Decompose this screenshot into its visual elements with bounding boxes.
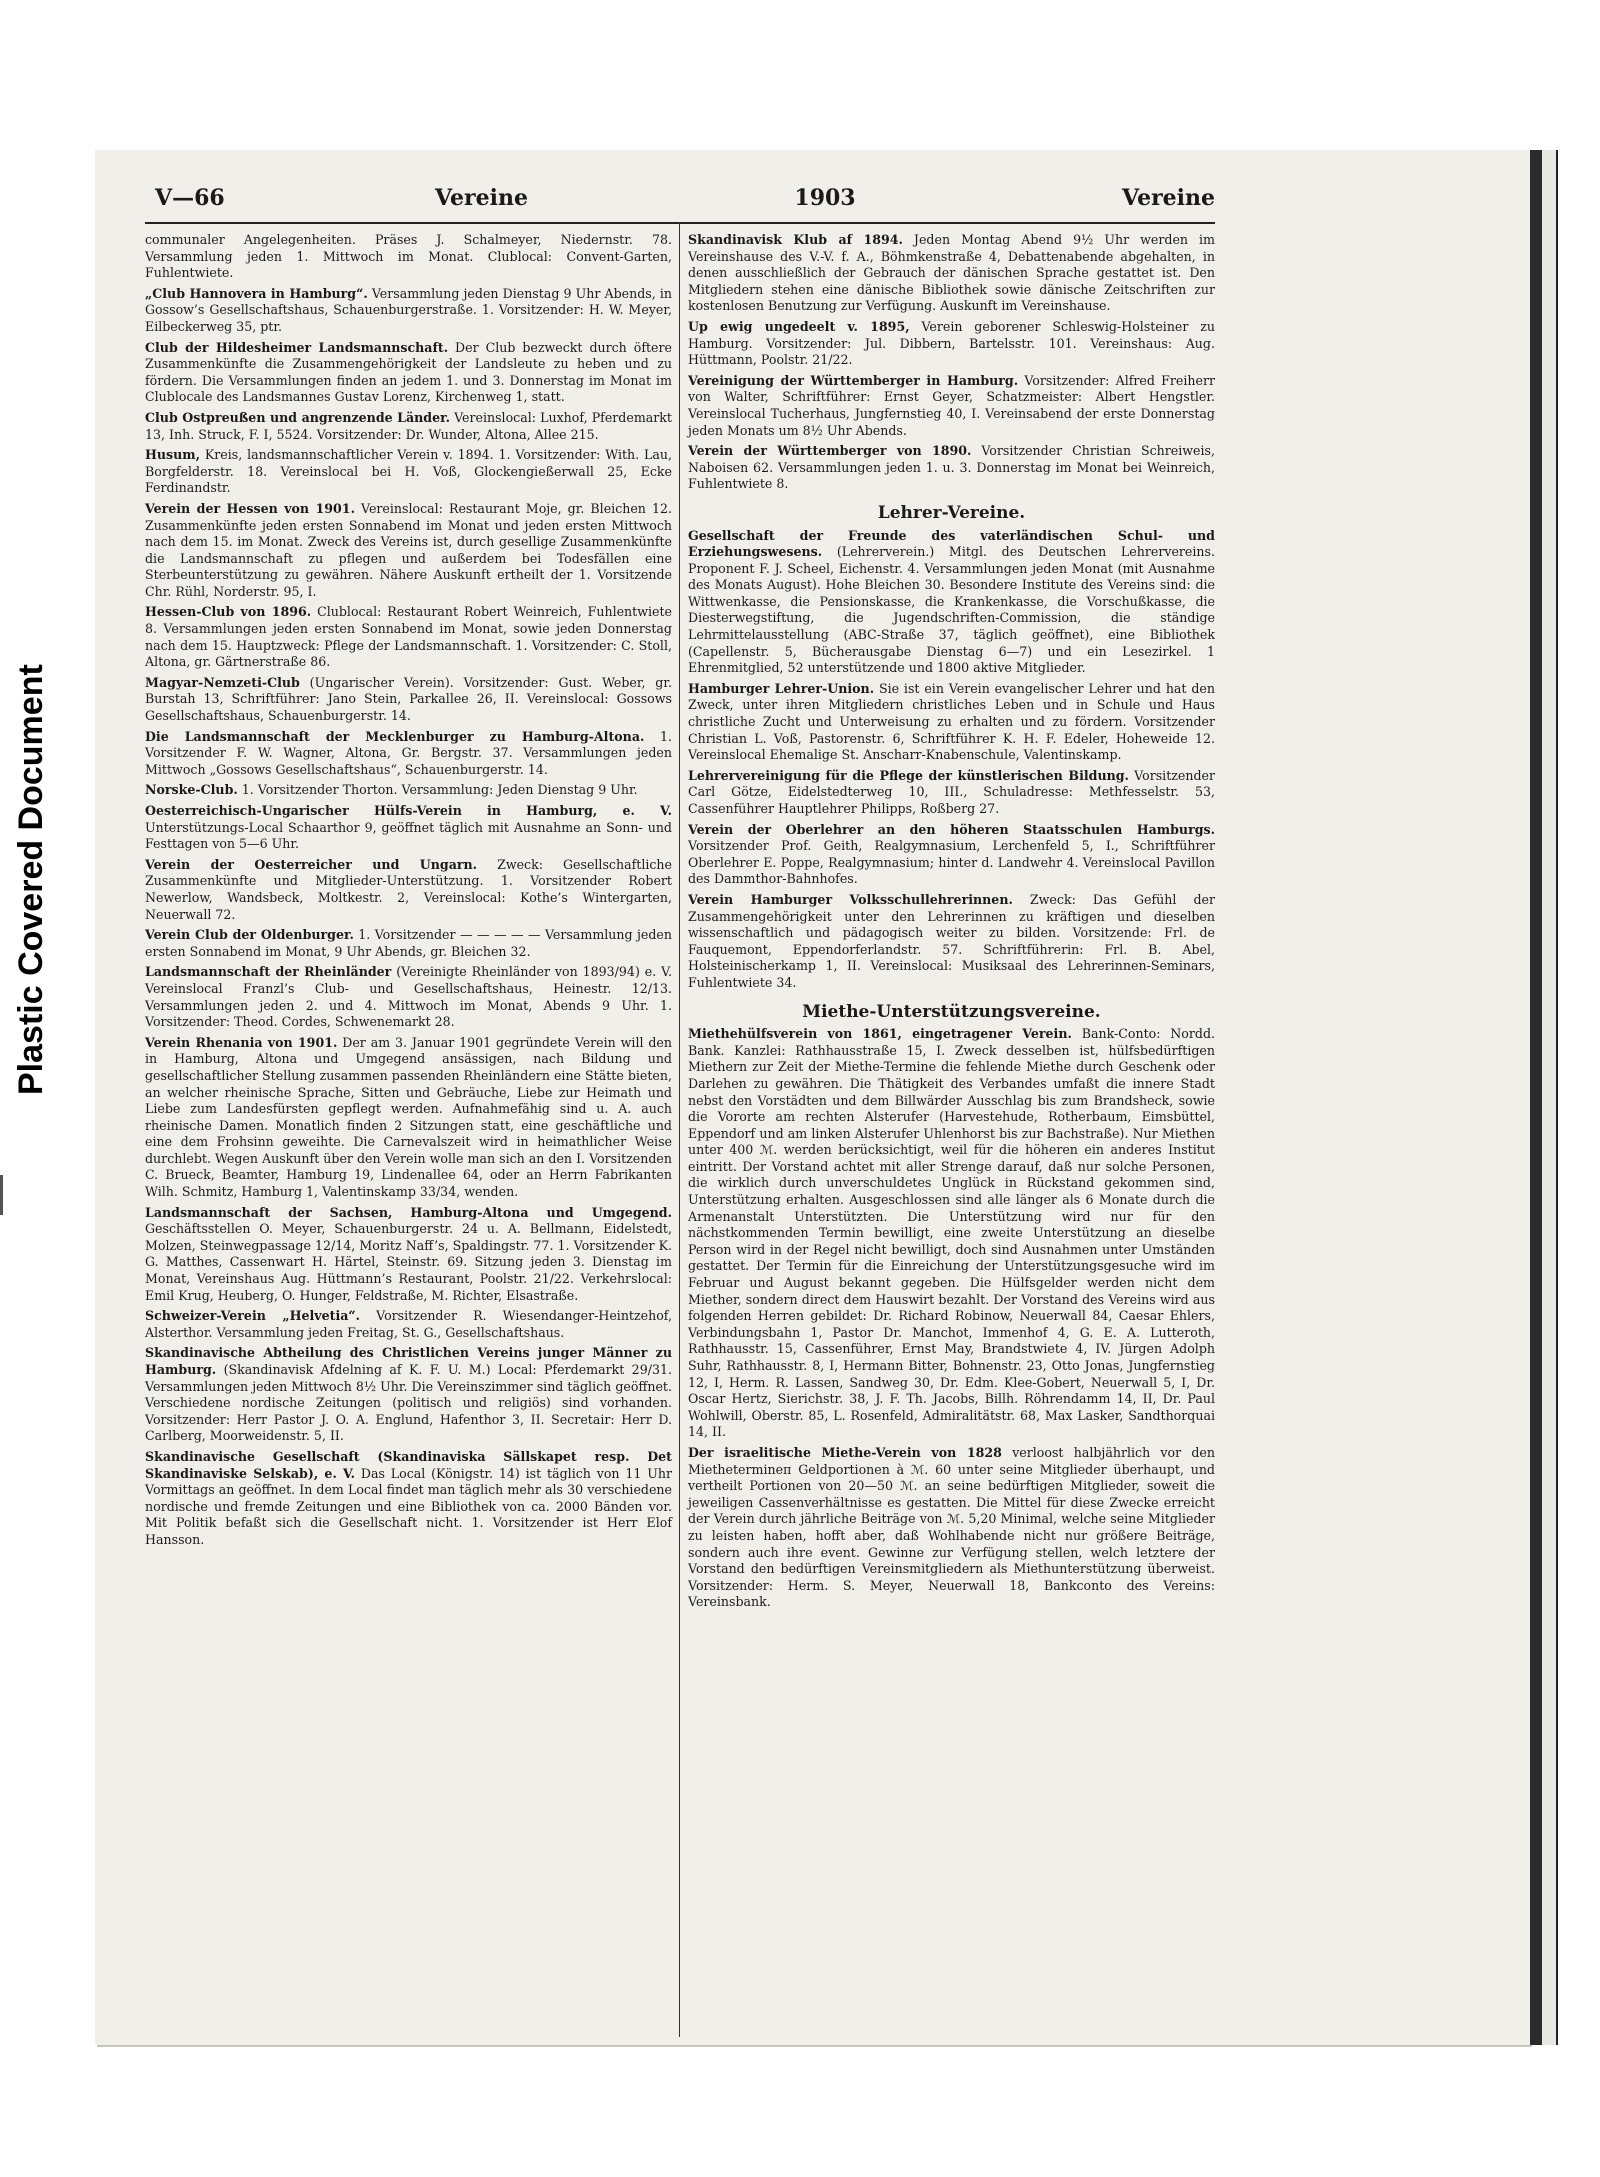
- left-column: [145, 232, 672, 1553]
- association-description: 1. Vorsitzender Thorton. Versammlung: Jeden Dienstag 9 Uhr.: [241, 782, 638, 798]
- association-name: Gesellschaft der Freunde des vaterländischen Schul- und Erziehungswesens.: [688, 527, 1215, 560]
- association-name: Skandinavische Abtheilung des Christlichen Vereins junger Männer zu Hamburg.: [145, 1345, 672, 1377]
- association-description: (Ungarischer Verein). Vorsitzender: Gust. Weber, gr. Burstah 13, Schriftführer: Jano Stein, Parkallee 26, II. Vereinslocal: Gossows Gesellschaftshaus, Schauenburgerstr. 14.: [145, 674, 672, 724]
- association-entry: [145, 340, 672, 406]
- association-entry: [145, 232, 672, 282]
- association-name: Vereinigung der Württemberger in Hamburg.: [688, 372, 1019, 388]
- association-entry: [145, 1308, 672, 1341]
- association-name: Landsmannschaft der Sachsen, Hamburg-Altona und Umgegend.: [145, 1204, 672, 1220]
- section-heading: Lehrer-Vereine.: [877, 502, 1026, 523]
- association-description: Vorsitzender Prof. Geith, Realgymnasium, Lerchenfeld 5, I., Schriftführer Oberlehrer E. Poppe, Realgymnasium; hinter d. Landwehr 4. Vereinslocal Pavillon des Dammthor-Bahnhofes.: [688, 838, 1215, 887]
- association-name: Up ewig ungedeelt v. 1895,: [688, 318, 910, 334]
- association-name: Hessen-Club von 1896.: [145, 604, 312, 620]
- association-name: Landsmannschaft der Rheinländer: [145, 964, 392, 980]
- association-description: 1. Vorsitzender — — — — — Versammlung jeden ersten Sonnabend im Monat, 9 Uhr Abends, gr. Bleichen 32.: [145, 927, 672, 959]
- association-name: Husum,: [145, 447, 201, 463]
- association-description: Vorsitzender R. Wiesendanger-Heintzehof, Alsterthor. Versammlung jeden Freitag, St. G., Gesellschaftshaus.: [145, 1308, 672, 1340]
- association-description: Der am 3. Januar 1901 gegründete Verein will den in Hamburg, Altona und Umgegend ansässigen, nach Bildung und gesellschaftlicher Stellung zusammen passenden Rheinländern eine Stätte bieten, an welcher rheinische Sprache, Sitten und Gebräuche, Liebe zur Heimath und Liebe zum Landesfürsten gepflegt werden. Aufnahmefähig sind u. A. auch rheinische Damen. Monatlich finden 2 Sitzungen statt, eine geschäftliche und eine dem Frohsinn geweihte. Die Carnevalszeit wird in heimathlicher Weise durchlebt. Wegen Auskunft über den Verein wolle man sich an den I. Vorsitzenden C. Brueck, Beamter, Hamburg 19, Lindenallee 64, oder an Herrn Fabrikanten Wilh. Schmitz, Hamburg 1, Valentinskamp 33/34, wenden.: [145, 1034, 672, 1200]
- association-name: Club der Hildesheimer Landsmannschaft.: [145, 339, 449, 355]
- section-heading: Miethe-Unterstützungsvereine.: [802, 1001, 1101, 1022]
- column-divider: [679, 222, 680, 2037]
- association-description: (Skandinavisk Afdelning af K. F. U. M.) Local: Pferdemarkt 29/31. Versammlungen jeden Mittwoch 8½ Uhr. Die Vereinszimmer sind täglich geöffnet. Verschiedene nordische Zeitungen (politisch und religiös) sind vorhanden. Vorsitzender: Herr Pastor J. O. A. Englund, Hafenthor 3, II. Secretair: Herr D. Carlberg, Moorweidenstr. 5, II.: [145, 1362, 672, 1444]
- association-description: verloost halbjährlich vor den Miethetermineп Geldportionen à ℳ. 60 unter seine Mitglieder überhaupt, und vertheilt Portionen von 20—50 ℳ. an seine bedürftigen Mitglieder, soweit die jeweiligen Cassenverhältnisse es gestatten. Die Mittel für diese Zwecke erreicht der Verein durch jährliche Beiträge von ℳ. 5,20 Minimal, welche seine Mitglieder zu leisten haben, hofft aber, daß Wohlhabende nicht nur größere Beiträge, sondern auch ihre event. Gewinne zur Verfügung stellen, welch letztere der Vorstand den bedürftigen Vereinsmitgliedern als Miethunterstützung überweist. Vorsitzender: Herm. S. Meyer, Neuerwall 18, Bankconto des Vereins: Vereinsbank.: [688, 1444, 1215, 1610]
- association-entry: [688, 1026, 1215, 1441]
- association-description: Versammlung jeden Dienstag 9 Uhr Abends, in Gossow’s Gesellschaftshaus, Schauenburgerstraße. 1. Vorsitzender: H. W. Meyer, Eilbeckerweg 35, ptr.: [145, 285, 672, 334]
- association-name: Norske-Club.: [145, 782, 238, 798]
- association-name: Lehrervereinigung für die Pflege der künstlerischen Bildung.: [688, 767, 1129, 783]
- association-description: Das Local (Königstr. 14) ist täglich von 11 Uhr Vormittags an geöffnet. In dem Local findet man täglich mehr als 30 verschiedene nordische und fremde Zeitungen und eine Bibliothek von ca. 2000 Bänden vor. Mit Politik befaßt sich die Gesellschaft nicht. 1. Vorsitzender ist Herr Elof Hansson.: [145, 1465, 672, 1547]
- association-entry: [145, 1035, 672, 1201]
- association-description: communaler Angelegenheiten. Präses J. Schalmeyer, Niedernstr. 78. Versammlung jeden 1. Mittwoch im Monat. Clublocal: Convent-Garten, Fuhlentwiete.: [145, 232, 672, 281]
- association-entry: [145, 501, 672, 601]
- association-name: Skandinavisk Klub af 1894.: [688, 232, 903, 247]
- association-name: Die Landsmannschaft der Mecklenburger zu Hamburg-Altona.: [145, 728, 645, 744]
- association-description: Vereinslocal: Luxhof, Pferdemarkt 13, Inh. Struck, F. I, 5524. Vorsitzender: Dr. Wunder, Altona, Allee 215.: [145, 409, 672, 442]
- association-entry: [688, 443, 1215, 493]
- association-entry: [688, 892, 1215, 992]
- association-description: Verein geborener Schleswig-Holsteiner zu Hamburg. Vorsitzender: Jul. Dibbern, Bartelsstr. 101. Vereinshaus: Aug. Hüttmann, Poolstr. 21/22.: [688, 318, 1216, 368]
- association-entry: [145, 604, 672, 670]
- association-description: Vorsitzender Christian Schreiweis, Naboisen 62. Versammlungen jeden 1. u. 3. Donnerstag im Monat bei Weinreich, Fuhlentwiete 8.: [688, 443, 1215, 492]
- association-description: Kreis, landsmannschaftlicher Verein v. 1894. 1. Vorsitzender: With. Lau, Borgfelderstr. 18. Vereinslocal bei H. Voß, Glockengießerwall 25, Ecke Ferdinandstr.: [145, 447, 672, 496]
- next-page-edge: [1542, 150, 1558, 2045]
- association-entry: [688, 232, 1215, 315]
- association-description: Vorsitzender: Alfred Freiherr von Walter, Schriftführer: Ernst Geyer, Schatzmeister: Albert Hengstler. Vereinslocal Tucherhaus, Jungfernstieg 40, I. Vereinsabend der erste Donnerstag jeden Monats um 8½ Uhr Abends.: [688, 372, 1215, 438]
- association-name: Verein der Oberlehrer an den höheren Staatsschulen Hamburgs.: [688, 821, 1215, 837]
- association-entry: [145, 447, 672, 497]
- association-name: Club Ostpreußen und angrenzende Länder.: [145, 409, 450, 425]
- association-description: Clublocal: Restaurant Robert Weinreich, Fuhlentwiete 8. Versammlungen jeden ersten Sonnabend im Monat, sowie jeden Donnerstag nach dem 15. Hauptzweck: Pflege der Landsmannschaft. 1. Vorsitzender: C. Stoll, Altona, gr. Gärtnerstraße 86.: [145, 604, 672, 670]
- association-description: Jeden Montag Abend 9½ Uhr werden im Vereinshause des V.-V. f. A., Böhmkenstraße 4, Debattenabende abgehalten, in denen ausschließlich der Gebrauch der dänischen Sprache gestattet ist. Den Mitgliedern stehen eine dänische Bibliothek sowie dänische Zeitschriften zur kostenlosen Benutzung zur Verfügung. Auskunft im Vereinshause.: [688, 232, 1215, 314]
- association-name: Verein der Württemberger von 1890.: [688, 443, 972, 459]
- association-description: Zweck: Gesellschaftliche Zusammenkünfte und Mitglieder-Unterstützung. 1. Vorsitzender Robert Newerlow, Wandsbeck, Moltkestr. 2, Vereinslocal: Kothe’s Wintergarten, Neuerwall 72.: [145, 856, 672, 922]
- association-entry: [688, 319, 1215, 369]
- association-entry: [688, 373, 1215, 439]
- association-description: (Vereinigte Rheinländer von 1893/94) e. V. Vereinslocal Franzl’s Club- und Gesellschaftshaus, Heinestr. 12/13. Versammlungen jeden 2. und 4. Mittwoch im Monat, Abends 9 Uhr. 1. Vorsitzender: Theod. Cordes, Schwenemarkt 28.: [145, 964, 672, 1030]
- association-description: Zweck: Das Gefühl der Zusammengehörigkeit unter den Lehrerinnen zu kräftigen und dieselben wissenschaftlich und pädagogisch weiter zu bilden. Vorsitzende: Frl. de Fauquemont, Eppendorferlandstr. 57. Schriftführerin: Frl. B. Abel, Holsteinischerkamp 1, II. Vereinslocal: Musiksaal des Lehrerinnen-Seminars, Fuhlentwiete 34.: [688, 891, 1215, 990]
- header-left-title: Vereine: [435, 185, 528, 211]
- header-right-title: Vereine: [1122, 185, 1215, 211]
- association-entry: [688, 768, 1215, 818]
- association-entry: [145, 1449, 672, 1549]
- association-name: Skandinavische Gesellschaft (Skandinaviska Sällskapet resp. Det Skandinaviske Selskab), e. V.: [145, 1448, 672, 1481]
- association-entry: [688, 822, 1215, 888]
- association-description: Vereinslocal: Restaurant Moje, gr. Bleichen 12. Zusammenkünfte jeden ersten Sonnabend im Monat und jeden ersten Mittwoch nach dem 15. im Monat. Zweck des Vereins ist, durch gesellige Zusammenkünfte die Landsmannschaft zu pflegen und außerdem bei Todesfällen eine Sterbeunterstützung zu gewähren. Nähere Auskunft ertheilt der 1. Vorsitzende Chr. Rühl, Norderstr. 95, I.: [145, 500, 672, 599]
- association-name: Hamburger Lehrer-Union.: [688, 680, 875, 696]
- association-entry: [145, 803, 672, 853]
- association-description: Bank-Conto: Nordd. Bank. Kanzlei: Rathhausstraße 15, I. Zweck desselben ist, hülfsbedürftigen Miethern zur Zeit der Miethe-Termine die fehlende Miethe durch Geschenk oder Darlehen zu gewähren. Die Thätigkeit des Verbandes umfaßt die innere Stadt nebst den Vorstädten und dem Billwärder Ausschlag bis zum Brandsheck, sowie die Vororte am rechten Alsterufer (Harvestehude, Rotherbaum, Eimsbüttel, Eppendorf und am linken Alsterufer Uhlenhorst bis zur Bachstraße). Nur Miethen unter 400 ℳ. werden berücksichtigt, weil für die höheren ein anderes Institut eintritt. Der Vorstand achtet mit aller Strenge darauf, daß nur solche Personen, die wirklich durch unverschuldetes Unglück in Rückstand gekommen sind, Unterstützung erhalten. Ausgeschlossen sind alle länger als 6 Monate durch die Armenanstalt Unterstützten. Die Unterstützung wird nur für den nächstkommenden Termin bewilligt, eine zweite Unterstützung an dieselbe Person wird in der Regel nicht bewilligt, doch sind Ausnahmen unter Umständen gestattet. Der Termin für die Einreichung der Unterstützungsgesuche wird im Februar und August bekannt gegeben. Die Hülfsgelder werden nicht dem Miether, sondern direct dem Hauswirt bezahlt. Der Vorstand des Vereins wird aus folgenden Herren gebildet: Dr. Richard Robinow, Neuerwall 84, Caesar Ehlers, Verbindungsbahn 1, Pastor Dr. Manchot, Immenhof 4, G. E. A. Lutteroth, Rathhausstr. 15, Cassenführer, Ernst May, Brandstwiete 4, IV. Jürgen Adolph Suhr, Rathhausstr. 8, I, Hermann Bitter, Bohnenstr. 23, Otto Jonas, Jungfernstieg 12, I, Herm. R. Lassen, Sandweg 30, Dr. Edm. Klee-Gobert, Neuerwall 5, I, Dr. Oscar Hertz, Sierichstr. 38, J. F. Th. Jacobs, Billh. Röhrendamm 14, II, Dr. Paul Wohlwill, Oberstr. 85, L. Rosenfeld, Admiralitätstr. 68, Max Lasker, Sandthorquai 14, II.: [688, 1026, 1216, 1440]
- association-entry: [145, 857, 672, 923]
- association-entry: [145, 410, 672, 443]
- association-entry: [688, 528, 1215, 677]
- association-name: Verein der Hessen von 1901.: [145, 500, 355, 516]
- association-entry: [688, 1445, 1215, 1611]
- plastic-covered-label-text: Plastic Covered Document: [12, 664, 50, 1095]
- association-entry: [145, 675, 672, 725]
- association-entry: [145, 1205, 672, 1305]
- header-rule: [145, 222, 1215, 224]
- right-column: [688, 232, 1215, 1615]
- association-description: Geschäftsstellen O. Meyer, Schauenburgerstr. 24 u. A. Bellmann, Eidelstedt, Molzen, Steinwegpassage 12/14, Moritz Naff’s, Spaldingstr. 77. 1. Vorsitzender K. G. Matthes, Cassenwart H. Härtel, Steinstr. 69. Sitzung jeden 3. Dienstag im Monat, Vereinshaus Aug. Hüttmann’s Restaurant, Poolstr. 21/22. Verkehrslocal: Emil Krug, Heuberg, O. Hunger, Feldstraße, M. Richter, Elsastraße.: [145, 1221, 672, 1303]
- association-description: (Lehrerverein.) Mitgl. des Deutschen Lehrervereins. Proponent F. J. Scheel, Eichenstr. 4. Versammlungen jeden Monat (mit Ausnahme des Monats August). Hohe Bleichen 30. Besondere Institute des Vereins sind: die Wittwenkasse, die Pensionskasse, die Krankenkasse, die Vorschußkasse, die Diesterwegstiftung, die Jugendschriften-Commission, die ständige Lehrmittelausstellung (ABC-Straße 37, täglich geöffnet), eine Bibliothek (Capellenstr. 5, Bücherausgabe Dienstag 6—7) und ein Lesezirkel. 1 Ehrenmitglied, 52 unterstützende und 1800 aktive Mitglieder.: [688, 544, 1215, 676]
- association-description: Unterstützungs-Local Schaarthor 9, geöffnet täglich mit Ausnahme an Sonn- und Festtagen von 5—6 Uhr.: [145, 819, 672, 852]
- page-header: [145, 185, 1215, 221]
- association-description: Vorsitzender Carl Götze, Eidelstedterweg 10, III., Schuladresse: Methfesselstr. 53, Cassenführer Hauptlehrer Philipps, Roßberg 27.: [688, 767, 1215, 816]
- page-edge-shadow: [1530, 150, 1542, 2045]
- association-name: Verein der Oesterreicher und Ungarn.: [145, 856, 478, 872]
- association-name: Der israelitische Miethe-Verein von 1828: [688, 1444, 1002, 1460]
- page-number: V—66: [155, 185, 225, 211]
- association-name: „Club Hannovera in Hamburg“.: [145, 285, 368, 301]
- association-description: 1. Vorsitzender F. W. Wagner, Altona, Gr. Bergstr. 37. Versammlungen jeden Mittwoch „Gossows Gesellschaftshaus“, Schauenburgerstr. 14.: [145, 728, 672, 777]
- association-entry: [145, 964, 672, 1030]
- association-entry: [145, 1345, 672, 1445]
- association-name: Oesterreichisch-Ungarischer Hülfs-Verein in Hamburg, e. V.: [145, 803, 672, 818]
- association-entry: [145, 927, 672, 960]
- association-description: Der Club bezweckt durch öftere Zusammenkünfte die Zusammengehörigkeit der Landsleute zu heben und zu fördern. Die Versammlungen finden an jedem 1. und 3. Donnerstag im Monat im Clublocale des Landsmannes Gustav Lorenz, Kirchenweg 1, statt.: [145, 339, 672, 405]
- association-description: Sie ist ein Verein evangelischer Lehrer und hat den Zweck, unter ihren Mitgliedern christliches Leben und in Schule und Haus christliche Zucht und Unterweisung zu erhalten und zu fördern. Vorsitzender Christian L. Voß, Pastorenstr. 6, Schriftführer K. H. F. Edeler, Hoheweide 12. Vereinslocal Ehemalige St. Anscharr-Knabenschule, Valentinskamp.: [688, 680, 1215, 763]
- association-entry: [145, 782, 672, 799]
- association-name: Miethehülfsverein von 1861, eingetragener Verein.: [688, 1026, 1072, 1042]
- spine-mark: [0, 1175, 3, 1215]
- association-name: Schweizer-Verein „Helvetia“.: [145, 1308, 361, 1324]
- association-entry: [145, 729, 672, 779]
- association-entry: [145, 286, 672, 336]
- header-year: 1903: [794, 185, 856, 211]
- association-name: Magyar-Nemzeti-Club: [145, 674, 300, 690]
- association-name: Verein Hamburger Volksschullehrerinnen.: [688, 891, 1013, 907]
- association-name: Verein Club der Oldenburger.: [145, 927, 354, 943]
- association-name: Verein Rhenania von 1901.: [145, 1034, 338, 1050]
- association-entry: [688, 681, 1215, 764]
